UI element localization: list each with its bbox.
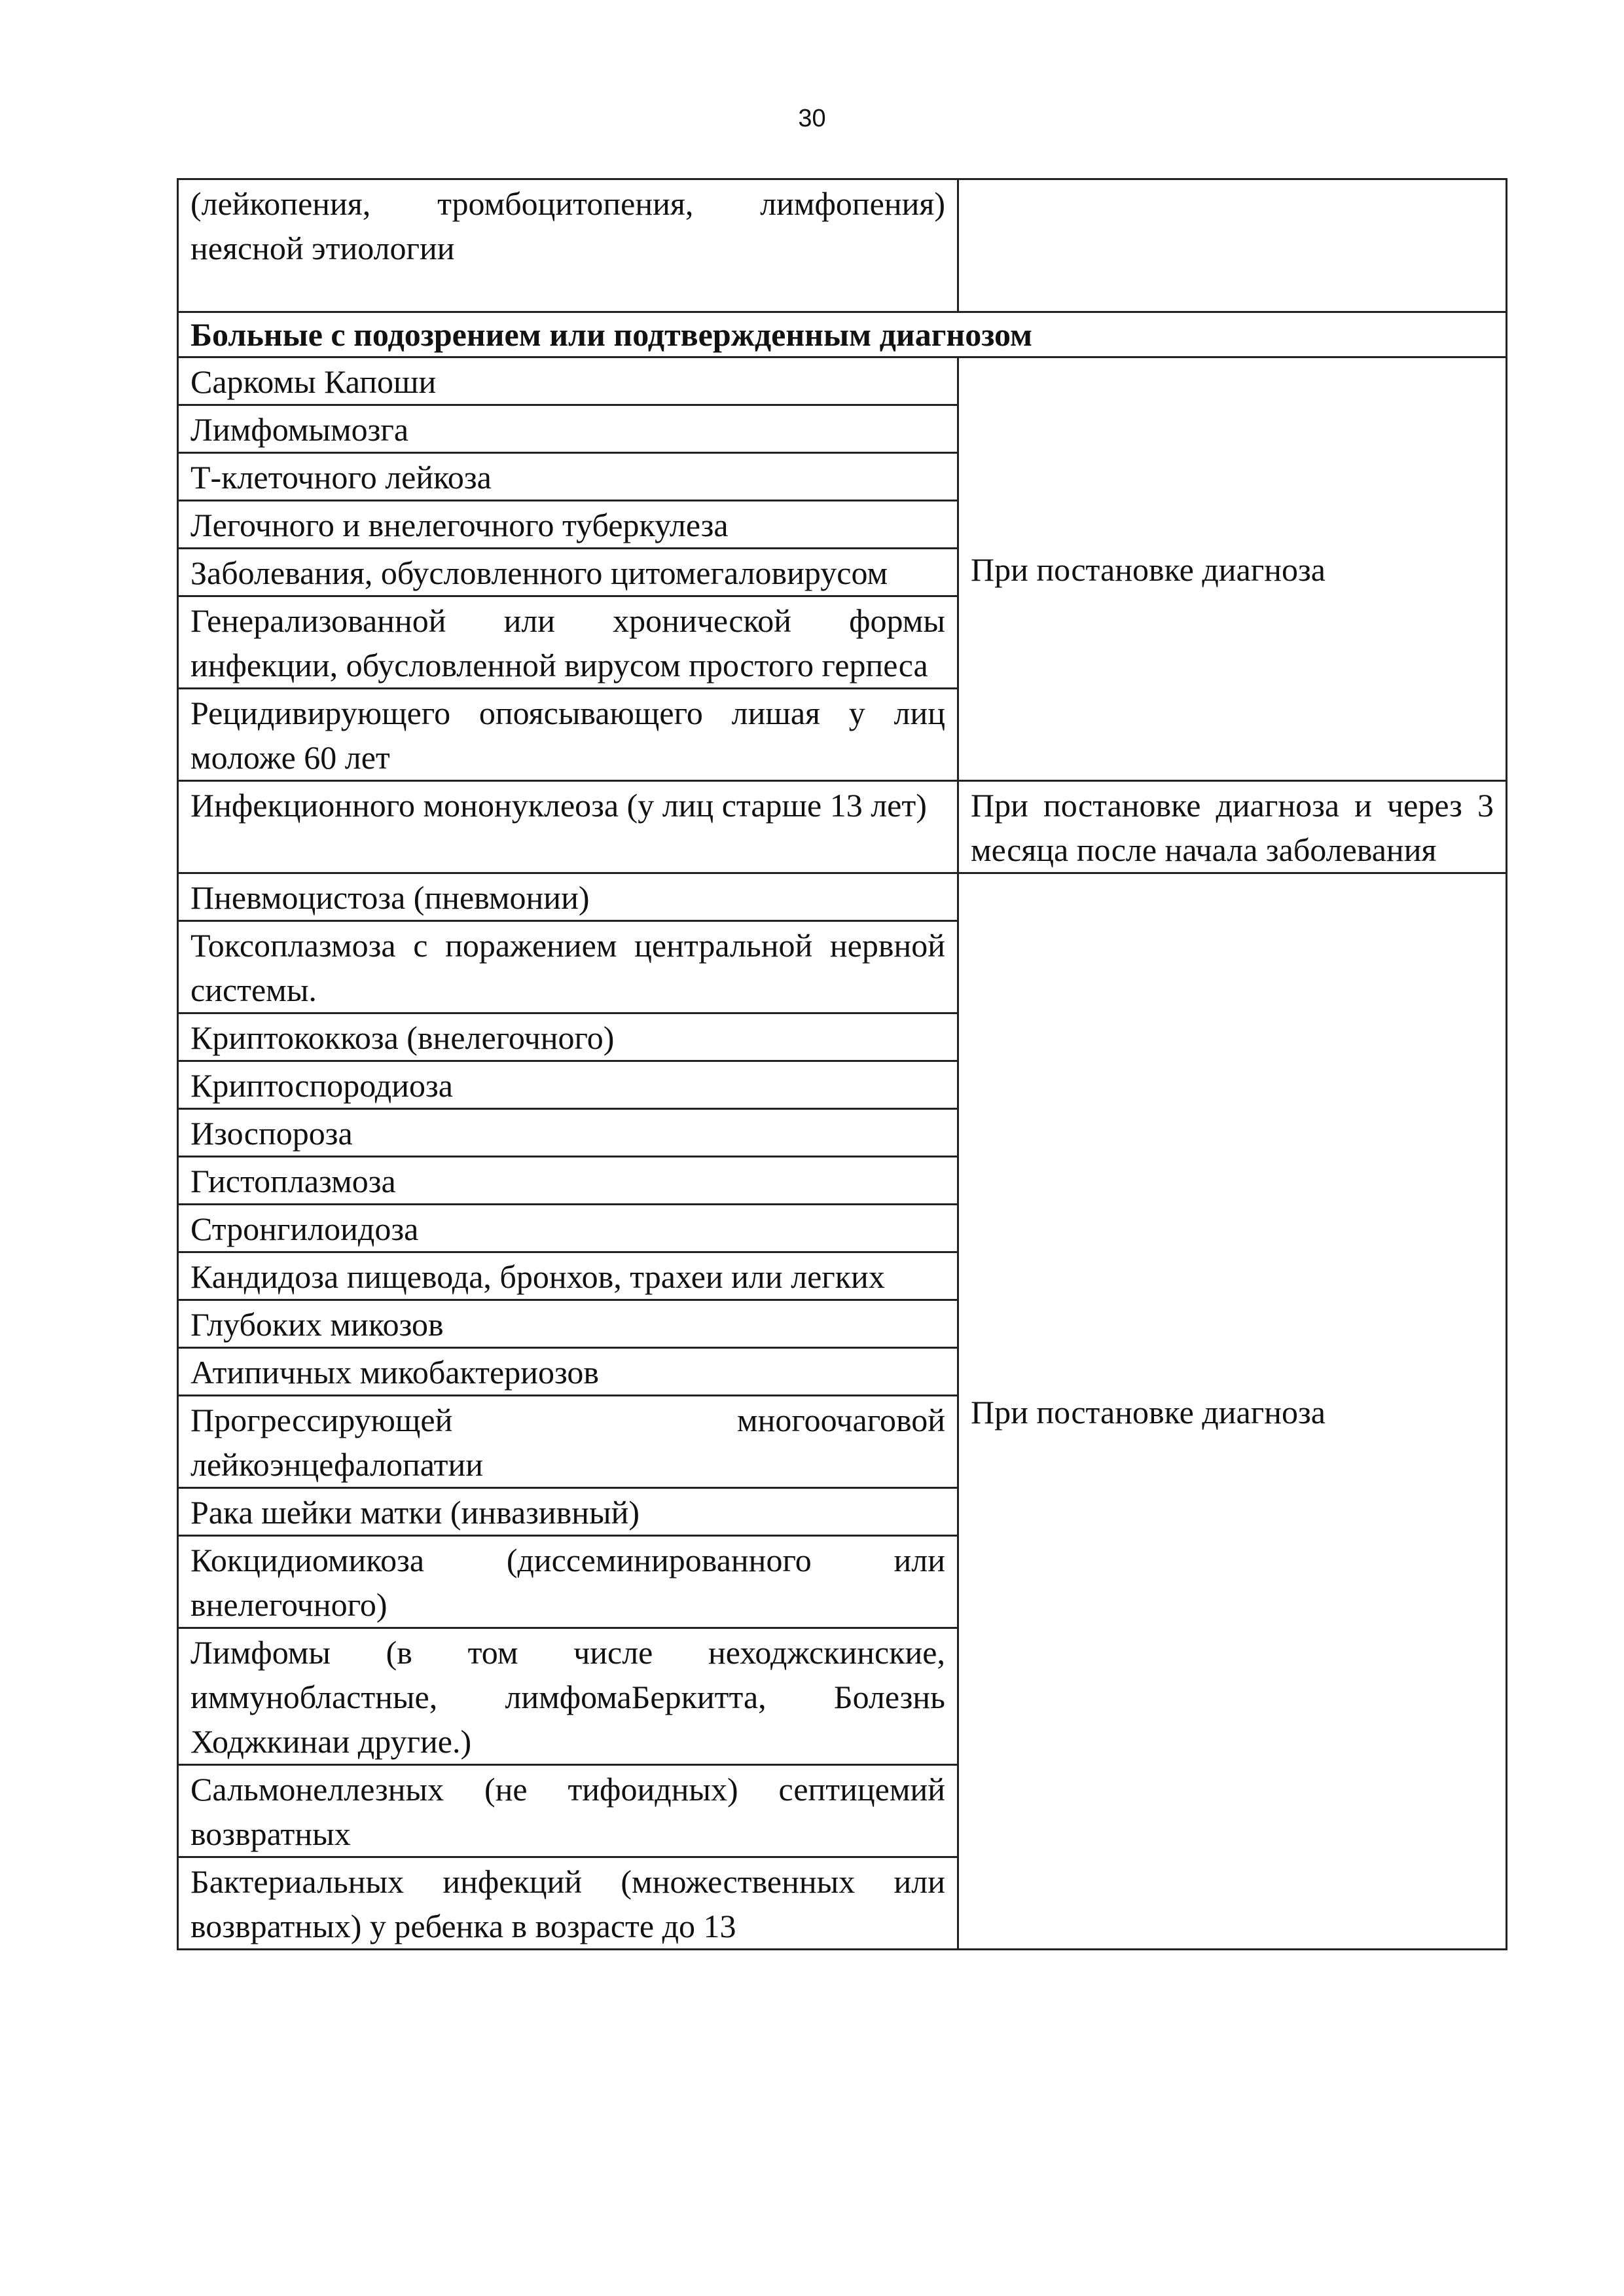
condition-cell: Пневмоцистоза (пневмонии) — [178, 873, 958, 921]
section-heading-row — [178, 312, 1507, 357]
condition-cell: Криптококкоза (внелегочного) — [178, 1013, 958, 1061]
condition-cell: Легочного и внелегочного туберкулеза — [178, 501, 958, 549]
condition-cell: Кокцидиомикоза (диссеминированного или внелегочного) — [178, 1536, 958, 1628]
condition-cell: Атипичных микобактериозов — [178, 1348, 958, 1396]
table-row — [178, 179, 1507, 312]
page-number: 30 — [798, 105, 826, 132]
condition-cell: (лейкопения, тромбоцитопения, лимфопения) неясной этиологии — [178, 179, 958, 312]
condition-cell: Рецидивирующего опоясывающего лишая у лиц моложе 60 лет — [178, 689, 958, 781]
table-row — [178, 781, 1507, 873]
condition-cell: Инфекционного мононуклеоза (у лиц старше 13 лет) — [178, 781, 958, 873]
condition-cell: Изоспороза — [178, 1109, 958, 1157]
condition-cell: Генерализованной или хронической формы инфекции, обусловленной вирусом простого герпеса — [178, 596, 958, 689]
condition-cell: Стронгилоидоза — [178, 1205, 958, 1252]
condition-cell: Прогрессирующей многоочаговой лейкоэнцефалопатии — [178, 1396, 958, 1488]
condition-cell: Глубоких микозов — [178, 1300, 958, 1348]
timing-cell: При постановке диагноза — [958, 357, 1507, 781]
section-heading: Больные с подозрением или подтвержденным диагнозом — [178, 312, 1507, 357]
condition-cell: Лимфомымозга — [178, 405, 958, 453]
condition-cell: Рака шейки матки (инвазивный) — [178, 1488, 958, 1536]
condition-cell: Криптоспородиоза — [178, 1061, 958, 1109]
condition-cell: Бактериальных инфекций (множественных или возвратных) у ребенка в возрасте до 13 — [178, 1857, 958, 1950]
table-row — [178, 873, 1507, 921]
condition-cell: Лимфомы (в том числе неходжскинские, иммунобластные, лимфомаБеркитта, Болезнь Ходжкинаи другие.) — [178, 1628, 958, 1765]
condition-cell: Токсоплазмоза с поражением центральной нервной системы. — [178, 921, 958, 1013]
condition-cell: Т-клеточного лейкоза — [178, 453, 958, 501]
timing-cell: При постановке диагноза и через 3 месяца после начала заболевания — [958, 781, 1507, 873]
table-row — [178, 357, 1507, 405]
diagnosis-table — [177, 178, 1507, 1950]
condition-cell: Сальмонеллезных (не тифоидных) септицемий возвратных — [178, 1765, 958, 1857]
condition-cell: Кандидоза пищевода, бронхов, трахеи или легких — [178, 1252, 958, 1300]
condition-cell: Заболевания, обусловленного цитомегаловирусом — [178, 549, 958, 596]
timing-cell — [958, 179, 1507, 312]
condition-cell: Саркомы Капоши — [178, 357, 958, 405]
condition-cell: Гистоплазмоза — [178, 1157, 958, 1205]
timing-cell: При постановке диагноза — [958, 873, 1507, 1950]
